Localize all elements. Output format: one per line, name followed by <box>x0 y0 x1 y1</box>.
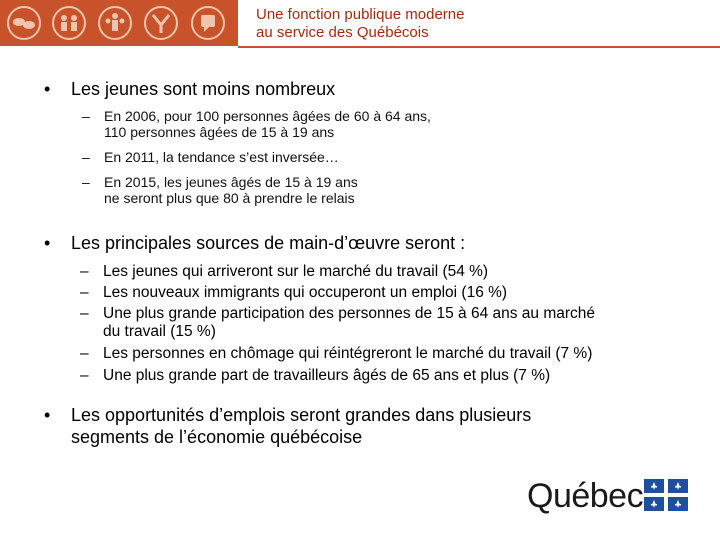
group-icon <box>97 5 133 41</box>
subitem-line: Les nouveaux immigrants qui occuperont un emploi (16 %) <box>103 284 508 301</box>
logo-wordmark: Québec <box>527 477 644 515</box>
title-line-1: Une fonction publique moderne <box>256 6 465 23</box>
subitem-line: En 2011, la tendance s’est inversée… <box>104 149 339 165</box>
bullet-text: Les jeunes sont moins nombreux <box>71 79 336 99</box>
subitem-line: du travail (15 %) <box>103 323 216 340</box>
subitem-line: Les jeunes qui arriveront sur le marché du travail (54 %) <box>103 263 489 280</box>
bullet-text: Les principales sources de main-d’œuvre seront : <box>71 233 466 253</box>
bullet-marker: • <box>44 405 51 425</box>
quebec-flag-icon <box>644 479 688 511</box>
subitem-line: ne seront plus que 80 à prendre le relais <box>104 190 355 206</box>
subitem-line: Une plus grande part de travailleurs âgés de 65 ans et plus (7 %) <box>103 367 551 384</box>
header-band <box>0 0 238 46</box>
bullet-marker: • <box>44 233 51 253</box>
career-icon <box>143 5 179 41</box>
subitem-line: En 2006, pour 100 personnes âgées de 60 à 64 ans, <box>104 108 431 124</box>
subitem-line: 110 personnes âgées de 15 à 19 ans <box>104 124 335 140</box>
bullet-text: Les opportunités d’emplois seront grandes dans plusieurs <box>71 405 532 425</box>
subitem-line: Les personnes en chômage qui réintégreront le marché du travail (7 %) <box>103 345 593 362</box>
subitem-line: Une plus grande participation des personnes de 15 à 64 ans au marché <box>103 305 596 322</box>
bullet-text: segments de l’économie québécoise <box>71 427 363 447</box>
header-rule <box>238 46 720 48</box>
people-icon <box>51 5 87 41</box>
service-icon <box>190 5 226 41</box>
title-line-2: au service des Québécois <box>256 24 429 41</box>
bullet-marker: • <box>44 79 51 99</box>
subitem-line: En 2015, les jeunes âgés de 15 à 19 ans <box>104 174 358 190</box>
network-icon <box>6 5 42 41</box>
page-title <box>253 6 464 42</box>
